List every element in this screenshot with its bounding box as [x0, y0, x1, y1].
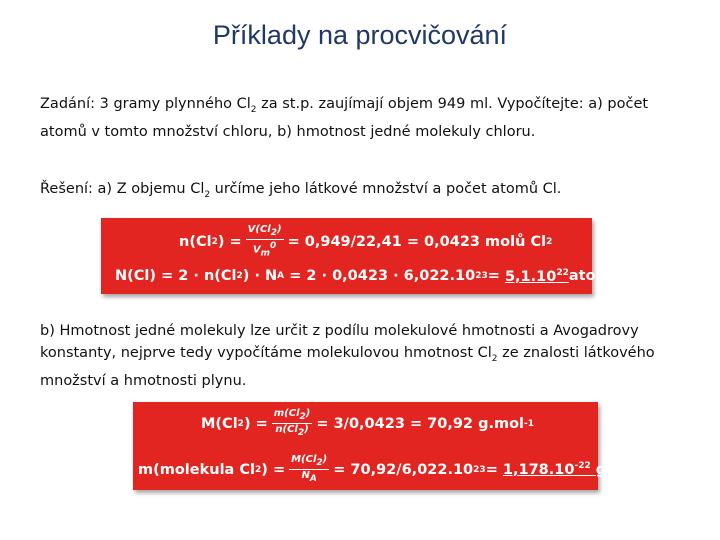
solution-text-2: určíme jeho látkové množství a počet atomů Cl. — [210, 181, 562, 197]
task-subscript: 2 — [250, 104, 257, 115]
result-molecule-mass: $1,178.10^{-22}$ g — [502, 461, 607, 478]
page-title: Příklady na procvičování — [212, 20, 508, 50]
part-b-paragraph — [40, 320, 680, 392]
formula-atom-count: N(Cl) = 2 · n(Cl 2 ) · N A = 2 · 0,0423 · 6,022.10 23 = 5,1.10$^{22}$ atomů Cl — [115, 268, 642, 285]
task-label: Zadání: — [40, 96, 96, 112]
part-b-text-2: ze znalosti látkového množství a hmotnosti plynu. — [40, 345, 655, 389]
task-text-2: za st.p. zaujímají objem 949 ml. Vypočítejte: a) počet atomů v tomto množství chloru, b) hmotnost jedné molekuly chloru. — [40, 96, 649, 140]
formula-molar-mass: M(Cl 2 ) = $\frac{m(Cl_2)}{n(Cl_2)}$ = 3/0,0423 = 70,92 g.mol -1 — [201, 408, 534, 438]
task-text-1: 3 gramy plynného Cl — [95, 96, 251, 112]
part-b-text-1: b) Hmotnost jedné molekuly lze určit z podílu molekulové hmotnosti a Avogadrovy konstanty, nejprve tedy vypočítáme molekulovou hmotnost Cl — [40, 323, 639, 361]
solution-paragraph — [40, 178, 680, 206]
fraction-mass-amount: $\frac{m(Cl_2)}{n(Cl_2)}$ — [273, 408, 311, 438]
formula-amount: n(Cl 2 ) = $\frac{V(Cl_2)}{V_m^0}$ = 0,949/22,41 = 0,0423 molů Cl 2 — [179, 224, 553, 259]
solution-subscript: 2 — [204, 189, 211, 200]
task-paragraph — [40, 93, 680, 143]
solution-label: Řešení: — [40, 181, 93, 197]
formula-molecule-mass: m(molekula Cl 2 ) = $\frac{M(Cl_2)}{N_A}$ = 70,92/6,022.10 23 = $1,178.10^{-22}$ g — [138, 454, 607, 484]
fraction-molar-avogadro: $\frac{M(Cl_2)}{N_A}$ — [291, 454, 328, 484]
formula-box-a — [101, 218, 642, 294]
formula-box-b — [133, 402, 607, 490]
solution-text-1: a) Z objemu Cl — [92, 181, 205, 197]
fraction-volume: $\frac{V(Cl_2)}{V_m^0}$ — [247, 224, 282, 259]
part-b-subscript: 2 — [491, 353, 498, 364]
result-atoms: 5,1.10$^{22}$ — [504, 268, 569, 285]
